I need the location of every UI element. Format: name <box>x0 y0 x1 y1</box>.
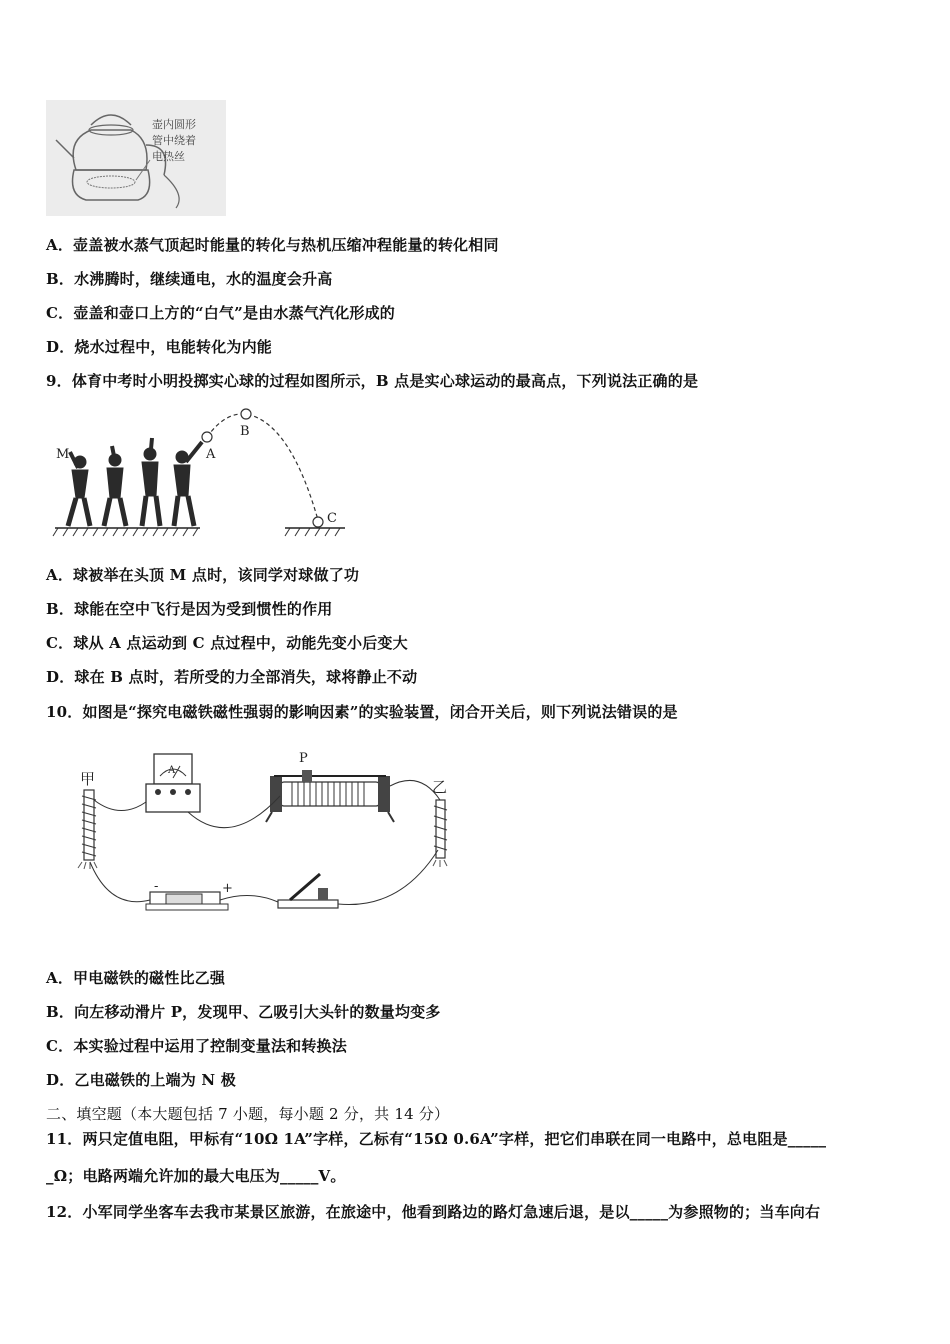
shotput-figure <box>50 402 360 542</box>
q9-option-a: A．球被举在头顶 M 点时，该同学对球做了功 <box>46 566 360 584</box>
q10-option-b: B．向左移动滑片 P，发现甲、乙吸引大头针的数量均变多 <box>46 1003 441 1021</box>
q9-option-b: B．球能在空中飞行是因为受到惯性的作用 <box>46 600 333 618</box>
label-a: A <box>206 447 216 462</box>
q10-option-d: D．乙电磁铁的上端为 N 极 <box>46 1071 236 1089</box>
label-yi: 乙 <box>432 778 448 796</box>
q9-option-c: C．球从 A 点运动到 C 点过程中，动能先变小后变大 <box>46 634 408 652</box>
kettle-label-1: 壶内圆形 <box>152 118 196 131</box>
q10-option-c: C．本实验过程中运用了控制变量法和转换法 <box>46 1037 347 1055</box>
q9-stem: 9．体育中考时小明投掷实心球的过程如图所示，B 点是实心球运动的最高点，下列说法正确的是 <box>46 372 699 390</box>
kettle-label-3: 电热丝 <box>152 150 185 163</box>
battery-minus-label: - <box>154 879 159 894</box>
q10-option-a: A．甲电磁铁的磁性比乙强 <box>46 969 226 987</box>
ammeter-label: A <box>168 765 176 776</box>
kettle-figure <box>46 100 226 216</box>
label-b: B <box>240 424 250 439</box>
q8-option-a: A．壶盖被水蒸气顶起时能量的转化与热机压缩冲程能量的转化相同 <box>46 236 499 254</box>
label-c: C <box>327 511 337 526</box>
q8-option-d: D．烧水过程中，电能转化为内能 <box>46 338 273 356</box>
q12-line-1: 12．小军同学坐客车去我市某景区旅游，在旅途中，他看到路边的路灯急速后退，是以_____为参照物的；当车向右 <box>46 1203 821 1221</box>
electromagnet-figure <box>70 740 460 920</box>
label-jia: 甲 <box>80 770 96 788</box>
q11-line-2: _Ω；电路两端允许加的最大电压为_____V。 <box>46 1167 346 1185</box>
section-2-heading: 二、填空题（本大题包括 7 小题，每小题 2 分，共 14 分） <box>46 1105 450 1123</box>
label-m: M <box>56 447 70 462</box>
q10-stem: 10．如图是“探究电磁铁磁性强弱的影响因素”的实验装置，闭合开关后，则下列说法错误的是 <box>46 703 678 721</box>
q8-option-c: C．壶盖和壶口上方的“白气”是由水蒸气汽化形成的 <box>46 304 395 322</box>
kettle-label-2: 管中绕着 <box>152 134 196 147</box>
battery-plus-label: + <box>222 881 233 896</box>
q9-option-d: D．球在 B 点时，若所受的力全部消失，球将静止不动 <box>46 668 418 686</box>
slider-p-label: P <box>299 751 308 766</box>
q11-line-1: 11．两只定值电阻，甲标有“10Ω 1A”字样，乙标有“15Ω 0.6A”字样，把它们串联在同一电路中，总电阻是_____ <box>46 1130 827 1148</box>
q8-option-b: B．水沸腾时，继续通电，水的温度会升高 <box>46 270 333 288</box>
